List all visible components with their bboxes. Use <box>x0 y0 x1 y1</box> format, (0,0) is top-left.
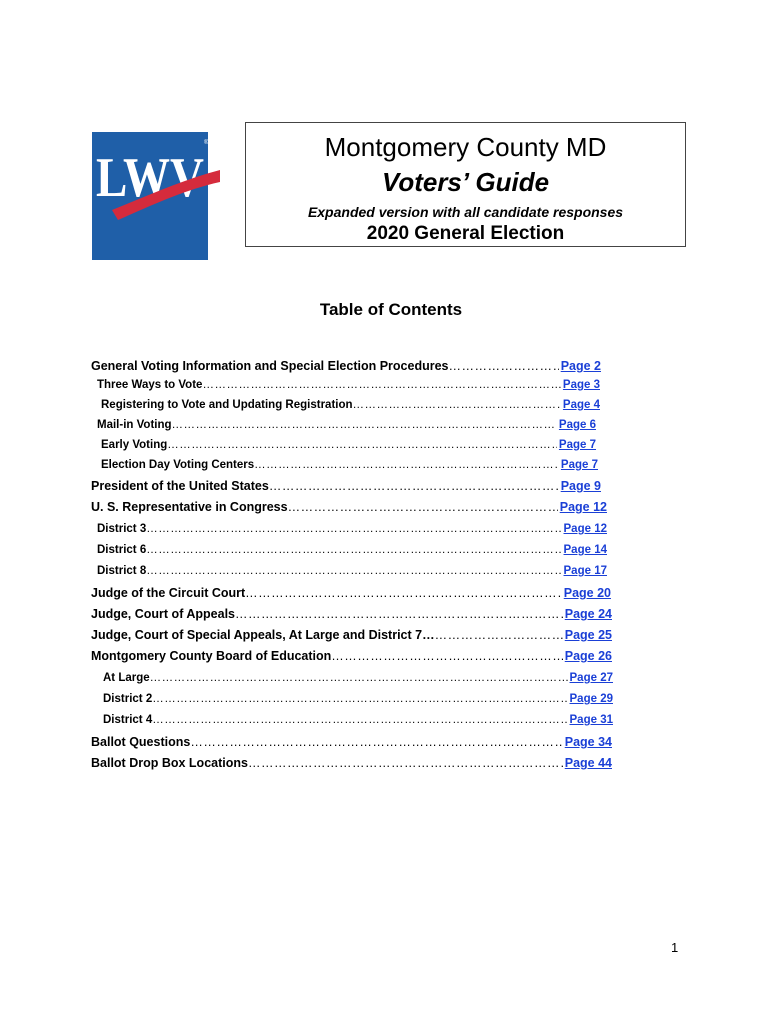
title-county: Montgomery County MD <box>324 132 607 162</box>
toc-entry <box>91 605 612 623</box>
toc-page-link[interactable]: Page 7 <box>560 459 598 471</box>
toc-entry <box>91 357 601 375</box>
toc-leader <box>190 733 562 751</box>
toc-entry-label: District 3 <box>97 523 147 535</box>
toc-page-link[interactable]: Page 34 <box>564 735 612 749</box>
toc-leader <box>269 477 559 495</box>
toc-page-link[interactable]: Page 12 <box>559 500 607 514</box>
toc-entry <box>103 711 613 729</box>
toc-page-link[interactable]: Page 20 <box>563 586 611 600</box>
toc-entry <box>101 436 596 454</box>
toc-leader <box>288 498 558 516</box>
toc-entry <box>103 669 613 687</box>
toc-page-link[interactable]: Page 2 <box>560 359 601 373</box>
toc-entry <box>97 376 600 394</box>
toc-entry-label: District 2 <box>103 693 153 705</box>
toc-page-link[interactable]: Page 24 <box>564 607 612 621</box>
toc-entry-label: U. S. Representative in Congress <box>91 500 288 514</box>
toc-leader <box>152 711 567 729</box>
toc-entry <box>101 396 600 414</box>
toc-entry <box>101 456 598 474</box>
toc-leader <box>152 690 567 708</box>
toc-entry-label: Judge, Court of Special Appeals, At Large and District 7… <box>91 628 435 642</box>
toc-entry <box>97 520 607 538</box>
toc-entry-label: At Large <box>103 672 150 684</box>
toc-page-link[interactable]: Page 14 <box>563 544 607 556</box>
toc-entry-label: District 6 <box>97 544 147 556</box>
toc-page-link[interactable]: Page 26 <box>564 649 612 663</box>
toc-leader <box>146 520 561 538</box>
title-subtitle: Expanded version with all candidate responses <box>307 204 624 220</box>
logo-lettering: LWV <box>96 147 204 209</box>
toc-page-link[interactable]: Page 17 <box>563 565 607 577</box>
toc-entry-label: Judge, Court of Appeals <box>91 607 235 621</box>
toc-leader <box>353 396 561 414</box>
title-election: 2020 General Election <box>366 223 565 244</box>
toc-leader <box>146 541 561 559</box>
toc-leader <box>254 456 559 474</box>
toc-entry-label: Three Ways to Vote <box>97 379 203 391</box>
toc-leader <box>248 754 563 772</box>
page-number: 1 <box>671 940 679 955</box>
toc-entry <box>103 690 613 708</box>
toc-entry <box>91 626 612 644</box>
toc-leader <box>331 647 562 665</box>
toc-leader <box>448 357 558 375</box>
toc-page-link[interactable]: Page 3 <box>562 379 600 391</box>
toc-page-link[interactable]: Page 6 <box>558 419 596 431</box>
toc-entry <box>91 754 612 772</box>
toc-entry-label: Mail-in Voting <box>97 419 172 431</box>
toc-leader <box>172 416 557 434</box>
title-box <box>245 122 686 247</box>
toc-page-link[interactable]: Page 29 <box>569 693 613 705</box>
toc-entry-label: Montgomery County Board of Education <box>91 649 332 663</box>
toc-entry <box>91 498 607 516</box>
toc-page-link[interactable]: Page 44 <box>564 756 612 770</box>
toc-entry <box>97 416 596 434</box>
toc-entry <box>91 584 611 602</box>
toc-entry-label: Judge of the Circuit Court <box>91 586 246 600</box>
toc-leader <box>202 376 560 394</box>
toc-entry-label: District 4 <box>103 714 153 726</box>
toc-entry-label: District 8 <box>97 565 147 577</box>
toc-entry-label: Ballot Drop Box Locations <box>91 756 248 770</box>
toc-leader <box>245 584 562 602</box>
toc-entry-label: President of the United States <box>91 479 269 493</box>
svg-text:®: ® <box>204 140 209 146</box>
toc-page-link[interactable]: Page 12 <box>563 523 607 535</box>
title-voters-guide: Voters’ Guide <box>381 167 550 197</box>
toc-entry-label: Ballot Questions <box>91 735 191 749</box>
toc-entry <box>91 647 612 665</box>
toc-entry <box>91 477 601 495</box>
toc-entry-label: Registering to Vote and Updating Registration <box>101 399 353 411</box>
toc-page-link[interactable]: Page 4 <box>562 399 600 411</box>
toc-entry <box>97 562 607 580</box>
lwv-logo-graphic <box>92 132 220 260</box>
toc-page-link[interactable]: Page 9 <box>560 479 601 493</box>
toc-heading: Table of Contents <box>319 300 463 319</box>
lwv-logo <box>92 132 220 260</box>
toc-entry-label: Election Day Voting Centers <box>101 459 255 471</box>
toc-page-link[interactable]: Page 25 <box>564 628 612 642</box>
toc-entry-label: General Voting Information and Special Election Procedures <box>91 359 449 373</box>
toc-leader <box>435 626 563 644</box>
toc-page-link[interactable]: Page 31 <box>569 714 613 726</box>
toc-page-link[interactable]: Page 27 <box>569 672 613 684</box>
toc-leader <box>167 436 557 454</box>
toc-page-link[interactable]: Page 7 <box>558 439 596 451</box>
toc-entry <box>97 541 607 559</box>
toc-leader <box>235 605 563 623</box>
toc-leader <box>150 669 568 687</box>
toc-entry <box>91 733 612 751</box>
toc-leader <box>146 562 561 580</box>
toc-entry-label: Early Voting <box>101 439 168 451</box>
